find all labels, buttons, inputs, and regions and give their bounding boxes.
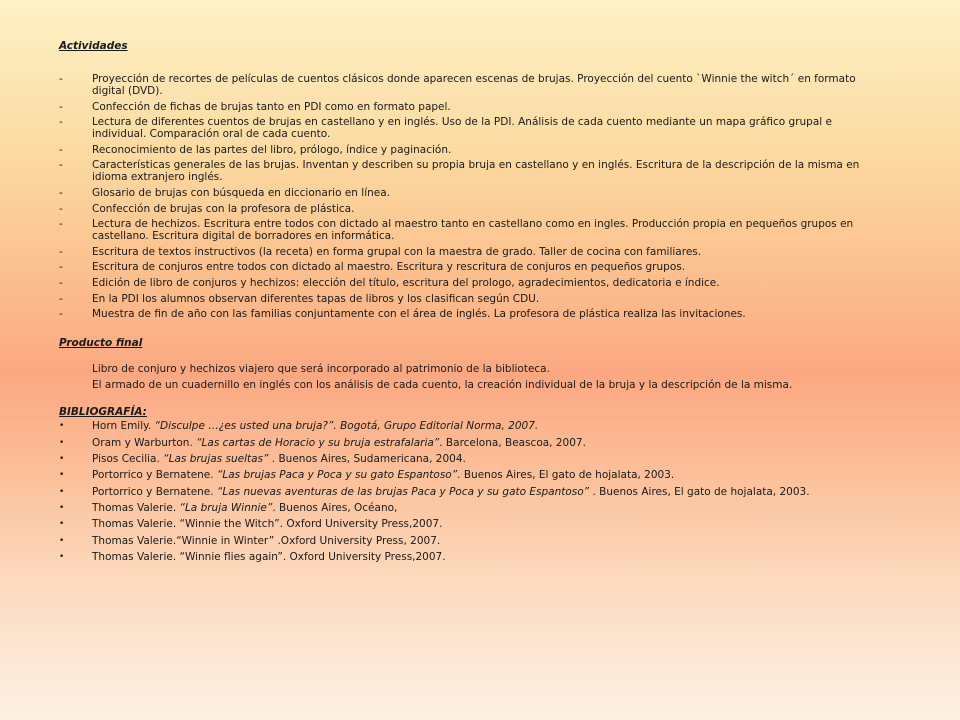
slide-content xyxy=(59,40,869,568)
bullet-marker: • xyxy=(59,503,65,514)
dash-marker: - xyxy=(59,218,63,231)
bibliography-entry xyxy=(59,420,869,432)
bibliography-entry xyxy=(59,535,869,547)
bibliography-title: “Disculpe …¿es usted una bruja?”. Bogotá, Grupo Editorial Norma, 2007. xyxy=(154,420,539,433)
bibliography-heading: BIBLIOGRAFÍA: xyxy=(59,406,147,419)
dash-marker: - xyxy=(59,143,63,156)
bullet-marker: • xyxy=(59,552,65,563)
bibliography-entry xyxy=(59,437,869,449)
bibliography-title: “Las nuevas aventuras de las brujas Paca y Poca y su gato Espantoso” xyxy=(216,485,590,498)
bibliography-text xyxy=(92,535,869,547)
dash-marker: - xyxy=(59,261,63,274)
activities-list xyxy=(59,73,869,320)
dash-marker: - xyxy=(59,186,63,199)
activity-text: Escritura de textos instructivos (la receta) en forma grupal con la maestra de grado. Taller de cocina con familiares. xyxy=(92,245,702,258)
activity-item xyxy=(59,293,869,305)
bibliography-author: Oram y Warburton. xyxy=(92,436,197,449)
activity-text: Glosario de brujas con búsqueda en diccionario en línea. xyxy=(92,186,391,199)
bibliography-entry xyxy=(59,518,869,530)
activity-text: Lectura de diferentes cuentos de brujas en castellano y en inglés. Uso de la PDI. Análisis de cada cuento mediante un mapa gráfico grupal e individual. Comparación oral de cada cuento. xyxy=(92,116,832,141)
bibliography-title: “Las cartas de Horacio y su bruja estrafalaria” xyxy=(196,436,440,449)
bibliography-text xyxy=(92,486,869,498)
dash-marker: - xyxy=(59,100,63,113)
activity-item xyxy=(59,116,869,140)
activity-text: En la PDI los alumnos observan diferentes tapas de libros y los clasifican según CDU. xyxy=(92,292,540,305)
bibliography-text xyxy=(92,420,869,432)
bibliography-entry xyxy=(59,469,869,481)
bibliography-title: “Las brujas sueltas” xyxy=(163,452,269,465)
activity-item xyxy=(59,277,869,289)
bibliography-author: Portorrico y Bernatene. xyxy=(92,485,217,498)
bibliography-entry xyxy=(59,551,869,563)
bullet-marker: • xyxy=(59,519,65,530)
activity-text: Edición de libro de conjuros y hechizos: elección del título, escritura del prologo, agradecimientos, dedicatoria e índice. xyxy=(92,276,720,289)
bibliography-publisher: . Buenos Aires, El gato de hojalata, 2003. xyxy=(457,469,675,482)
bullet-marker: • xyxy=(59,421,65,432)
bullet-marker: • xyxy=(59,486,65,497)
activity-item xyxy=(59,159,869,183)
dash-marker: - xyxy=(59,202,63,215)
bibliography-text xyxy=(92,551,869,563)
bibliography-text xyxy=(92,437,869,449)
activity-item xyxy=(59,218,869,242)
activity-item xyxy=(59,261,869,273)
activity-item xyxy=(59,246,869,258)
activity-item xyxy=(59,203,869,215)
activity-text: Confección de brujas con la profesora de plástica. xyxy=(92,202,355,215)
dash-marker: - xyxy=(59,245,63,258)
bullet-marker: • xyxy=(59,470,65,481)
bibliography-text xyxy=(92,453,869,465)
dash-marker: - xyxy=(59,276,63,289)
product-lines xyxy=(59,363,869,391)
bibliography-publisher: “Winnie flies again”. Oxford University Press,2007. xyxy=(179,551,446,564)
dash-marker: - xyxy=(59,292,63,305)
activity-item xyxy=(59,101,869,113)
product-line: El armado de un cuadernillo en inglés con los análisis de cada cuento, la creación individual de la bruja y la descripción de la misma. xyxy=(92,379,793,392)
bibliography-publisher: . Buenos Aires, Océano, xyxy=(272,502,398,515)
activity-item xyxy=(59,73,869,97)
product-heading: Producto final xyxy=(59,337,143,350)
bibliography-author: Thomas Valerie. xyxy=(92,551,180,564)
bibliography-entry xyxy=(59,502,869,514)
activity-text: Confección de fichas de brujas tanto en PDI como en formato papel. xyxy=(92,100,451,113)
bibliography-text xyxy=(92,469,869,481)
bibliography-publisher: . Buenos Aires, El gato de hojalata, 2003. xyxy=(589,485,810,498)
activities-heading: Actividades xyxy=(59,40,128,52)
activity-item xyxy=(59,308,869,320)
bullet-marker: • xyxy=(59,437,65,448)
activity-text: Lectura de hechizos. Escritura entre todos con dictado al maestro tanto en castellano como en ingles. Producción propia en pequeños grupos en castellano. Escritura digital de borradores en informática. xyxy=(92,218,854,243)
bibliography-author: Pisos Cecilia. xyxy=(92,452,164,465)
bibliography-text xyxy=(92,518,869,530)
bibliography-author: Portorrico y Bernatene. xyxy=(92,469,217,482)
bibliography-publisher: “Winnie in Winter” .Oxford University Press, 2007. xyxy=(176,534,441,547)
bibliography-list xyxy=(59,420,869,563)
bibliography-title: “La bruja Winnie” xyxy=(179,502,273,515)
activity-item xyxy=(59,187,869,199)
product-line: Libro de conjuro y hechizos viajero que será incorporado al patrimonio de la biblioteca. xyxy=(92,363,550,376)
bibliography-author: Horn Emily. xyxy=(92,420,155,433)
bullet-marker: • xyxy=(59,453,65,464)
dash-marker: - xyxy=(59,73,63,85)
activity-text: Muestra de fin de año con las familias conjuntamente con el área de inglés. La profesora de plástica realiza las invitaciones. xyxy=(92,308,746,321)
activity-text: Proyección de recortes de películas de cuentos clásicos donde aparecen escenas de brujas. Proyección del cuento `Winnie the witch´ en formato digital (DVD). xyxy=(92,73,856,97)
bibliography-title: “Las brujas Paca y Poca y su gato Espantoso” xyxy=(216,469,458,482)
bibliography-entry xyxy=(59,486,869,498)
bibliography-publisher: “Winnie the Witch”. Oxford University Press,2007. xyxy=(179,518,443,531)
activity-text: Reconocimiento de las partes del libro, prólogo, índice y paginación. xyxy=(92,143,452,156)
dash-marker: - xyxy=(59,116,63,129)
bibliography-publisher: . Barcelona, Beascoa, 2007. xyxy=(439,436,586,449)
dash-marker: - xyxy=(59,159,63,172)
bibliography-author: Thomas Valerie. xyxy=(92,534,177,547)
bibliography-author: Thomas Valerie. xyxy=(92,502,180,515)
bibliography-entry xyxy=(59,453,869,465)
dash-marker: - xyxy=(59,308,63,321)
bullet-marker: • xyxy=(59,535,65,546)
activity-text: Características generales de las brujas. Inventan y describen su propia bruja en castellano y en inglés. Escritura de la descripción de la misma en idioma extranjero inglés. xyxy=(92,159,860,184)
bibliography-author: Thomas Valerie. xyxy=(92,518,180,531)
activity-text: Escritura de conjuros entre todos con dictado al maestro. Escritura y rescritura de conjuros en pequeños grupos. xyxy=(92,261,686,274)
bibliography-text xyxy=(92,502,869,514)
activity-item xyxy=(59,144,869,156)
bibliography-publisher: . Buenos Aires, Sudamericana, 2004. xyxy=(268,452,466,465)
